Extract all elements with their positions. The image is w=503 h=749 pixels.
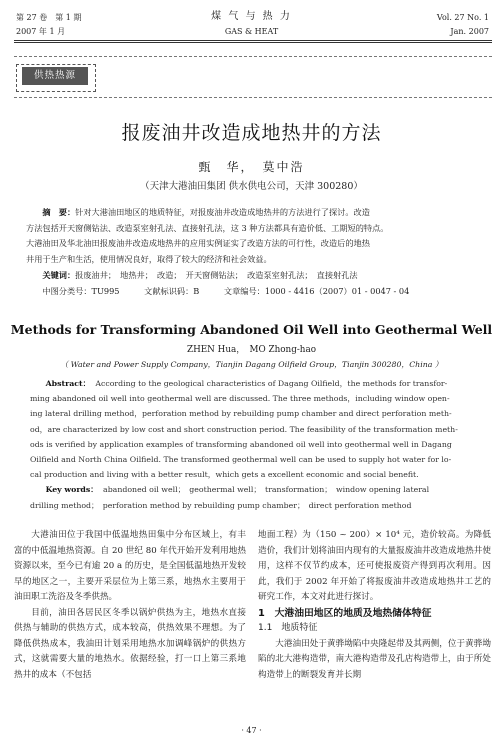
affiliation-en: （ Water and Power Supply Company，Tianjin Dagang Oilfield Group，Tianjin 300280，China ） [60, 360, 443, 369]
abstract-cn-line: 方法包括开天窗侧钻法、改造泵室射孔法、直接射孔法，这 3 种方法都具有造价低、工期短的特点。 [26, 222, 389, 233]
body-column-left [14, 528, 246, 683]
affiliation-cn: （天津大港油田集团 供水供电公司，天津 300280） [140, 181, 363, 192]
section-badge: 供热热源 [22, 67, 88, 85]
badge-bottom-rule [14, 97, 492, 98]
article-title-cn: 报废油井改造成地热井的方法 [121, 122, 382, 144]
abstract-cn-line: 大港油田及华北油田报废油井改造成地热井的应用实例证实了改造方法的可行性，改造后的地热 [26, 238, 370, 248]
abstract-label-en: Abstract： [45, 379, 91, 388]
authors-en: ZHEN Hua， MO Zhong-hao [186, 345, 317, 355]
body-paragraph: 大港油田处于黄骅坳陷中央隆起带及其两侧，位于黄骅坳陷的北大港构造带，南大港构造带及孔店构造带上，由于所处构造带上的断裂发育并长期 [258, 638, 491, 680]
doc-code-label: 文献标识码： [144, 286, 194, 296]
abstract-cn-line: 针对大港油田地区的地质特征，对报废油井改造成地热井的方法进行了探讨。改造 [75, 207, 370, 217]
volume-label-en: Vol. 27 No. 1 [436, 13, 489, 22]
abstract-cn-line: 井用于生产和生活，使用情况良好，取得了较大的经济和社会效益。 [26, 253, 272, 264]
header-rule-2 [14, 42, 492, 43]
keywords-label-cn: 关键词： [42, 270, 76, 280]
abstract-label-cn: 摘 要： [42, 207, 76, 217]
page-number: · 47 · [241, 726, 262, 735]
subsection-heading: 1.1 地质特征 [258, 623, 318, 633]
abstract-en-line: ming abandoned oil well into geothermal well are discussed. The three methods，including window open- [30, 394, 450, 404]
body-paragraph: 地面工程）为（150 ~ 200）× 10⁴ 元，造价较高。为降低造价，我们计划将油田内现有的大量报废油井改造成地热井使用，这样不仅节约成本，还可使报废资产得到再次利用。因此，我们于 2002 年开始了将报废油井改造成地热井工艺的研究工作，本文对此进行探讨。 [258, 530, 491, 602]
article-no-value: 1000 - 4416（2007）01 - 0047 - 04 [264, 286, 410, 296]
keywords-en-line: abandoned oil well； geothermal well； transformation； window opening lateral [103, 485, 430, 495]
abstract-en-line: od，are characterized by low cost and short construction period. The feasibility of the transformation meth- [30, 424, 458, 434]
abstract-en-line: Oilfield and North China Oilfield. The transformed geothermal well can be used to supply hot water for lo- [30, 455, 452, 465]
keywords-en-line: drilling method； perforation method by rebuilding pump chamber； direct perforation method [30, 500, 412, 510]
section-heading: 1 大港油田地区的地质及地热储体特征 [258, 607, 432, 619]
body-column-right [258, 528, 491, 683]
article-no-label: 文章编号： [223, 286, 265, 296]
abstract-en-line: According to the geological characteristics of Dagang Oilfield，the methods for transfor- [95, 379, 448, 388]
abstract-en-line: cal production and living with a better result，which gets a excellent economic and social benefit. [30, 470, 419, 480]
journal-title-en: GAS & HEAT [224, 27, 279, 36]
journal-title-cn: 煤 气 与 热 力 [211, 11, 292, 22]
issue-label: 第 27 卷 第 1 期 [16, 13, 82, 22]
doc-code-value: B [193, 286, 200, 296]
keywords-cn-text: 报废油井； 地热井； 改造； 开天窗侧钻法； 改造泵室射孔法； 直接射孔法 [75, 270, 358, 280]
body-paragraph: 目前，油田各居民区冬季以锅炉供热为主，地热水直接供热与辅助的供热方式，成本较高，供热效果不理想。为了降低供热成本，我油田计划采用地热水加调峰锅炉的供热方式，这就需要大量的地热水。依据经验，打一口上第三系地热井的成本（不包括 [14, 607, 246, 680]
abstract-en-line: ods is verified by application examples of transforming abandoned oil well into geothermal well in Dagang [30, 439, 452, 449]
badge-top-rule [14, 56, 492, 57]
body-paragraph: 大港油田位于我国中低温地热田集中分布区域上，有丰富的中低温地热资源。自 20 世纪 80 年代开始开发利用地热资源以来，至今已有逾 20 a 的历史，是全国低温地热开发较早的地区之一，主要开采层位为上第三系，地热水主要用于油田职工洗浴及冬季供热。 [14, 530, 246, 602]
classification-line [26, 284, 478, 300]
date-label: 2007 年 1 月 [16, 27, 66, 36]
article-title-en: Methods for Transforming Abandoned Oil Well into Geothermal Well [10, 322, 493, 337]
abstract-cn [26, 205, 478, 267]
clc-label: 中图分类号： [42, 286, 92, 296]
keywords-label-en: Key words： [45, 485, 99, 495]
abstract-en [30, 376, 476, 513]
authors-cn: 甄 华， 莫中浩 [198, 160, 305, 174]
header-rule [14, 40, 492, 41]
date-label-en: Jan. 2007 [450, 27, 489, 36]
keywords-cn [26, 268, 478, 284]
abstract-en-line: ing lateral drilling method，perforation method by rebuilding pump chamber and direct perforation meth- [30, 409, 452, 419]
clc-value: TU995 [91, 286, 120, 296]
